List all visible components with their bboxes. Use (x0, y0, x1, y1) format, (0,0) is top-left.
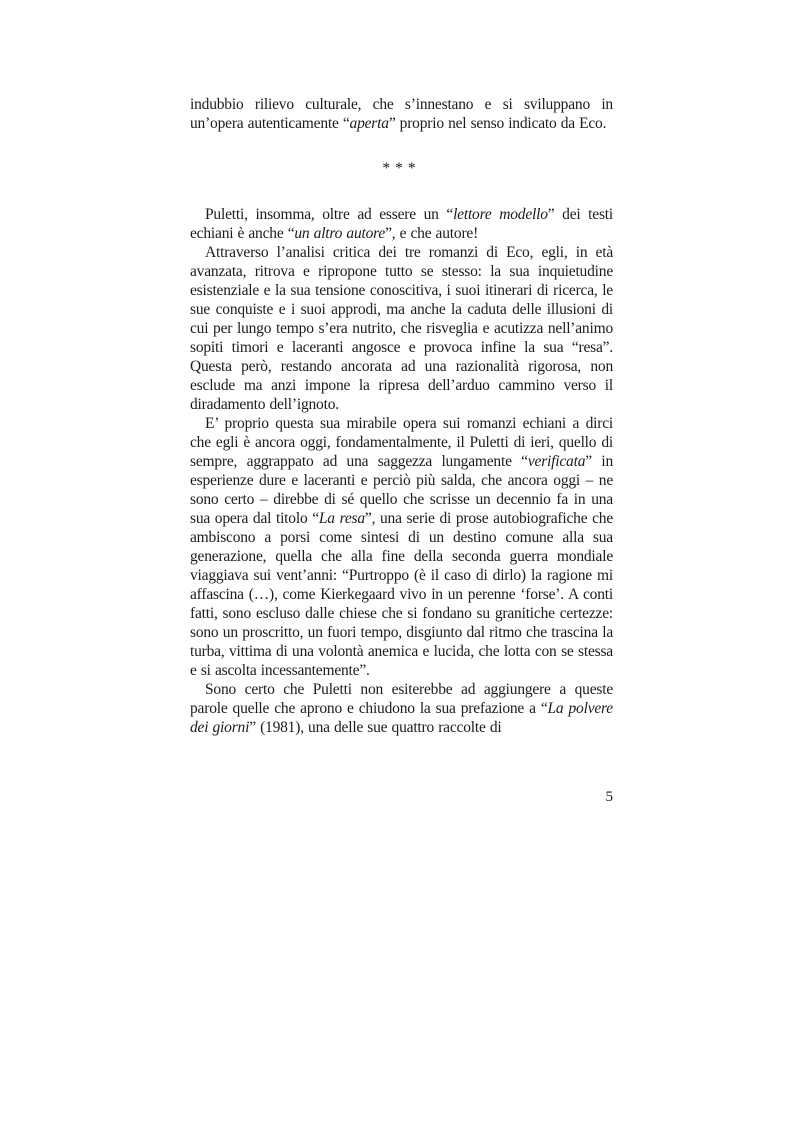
section-separator: *** (382, 160, 421, 177)
paragraph (190, 680, 613, 737)
body-text: Puletti, insomma, oltre ad essere un “ (205, 206, 454, 223)
italic-text: un altro autore (294, 225, 386, 242)
body-text: ”, una serie di prose autobiografiche che ambiscono a porsi come sintesi di un destino comune alla sua generazione, quella che alla fine della seconda guerra mondiale viaggiava sui vent’anni: “Purtroppo (è il caso di dirlo) la ragione mi affascina (…), come Kierkegaard vivo in un perenne ‘forse’. A conti fatti, sono escluso dalle chiese che si fondano su granitiche certezze: sono un proscritto, un fuori tempo, disgiunto dal ritmo che trascina la turba, vittima di una volontà anemica e lucida, che lotta con se stessa e si ascolta incessantemente”. (190, 510, 613, 679)
body-text: indubbio rilievo culturale, che s’innestano e si sviluppano in un’opera autenticamente “ (190, 96, 613, 132)
body-text: ” proprio nel senso indicato da Eco. (388, 115, 607, 132)
paragraph (190, 95, 613, 133)
italic-text: La polvere dei giorni (190, 700, 613, 736)
paragraph (190, 243, 613, 414)
paragraph (190, 414, 613, 680)
body-text: E’ proprio questa sua mirabile opera sui romanzi echiani a dirci che egli è ancora oggi, fondamentalmente, il Puletti di ieri, quello di sempre, aggrappato ad una saggezza lungamente “ (190, 415, 613, 470)
body-text: Sono certo che Puletti non esiterebbe ad aggiungere a queste parole quelle che aprono e chiudono la sua prefazione a “ (190, 681, 613, 717)
italic-text: verificata (527, 453, 586, 470)
page-number: 5 (605, 789, 613, 805)
italic-text: aperta (349, 115, 389, 132)
paragraph (190, 205, 613, 243)
italic-text: lettore modello (453, 206, 548, 223)
body-text: ”, e che autore! (385, 225, 479, 242)
italic-text: La resa (318, 510, 365, 527)
body-text: Attraverso l’analisi critica dei tre romanzi di Eco, egli, in età avanzata, ritrova e ripropone tutto se stesso: la sua inquietudine esistenziale e la sua tensione conoscitiva, i suoi itinerari di ricerca, le sue conquiste e i suoi approdi, ma anche la caduta delle illusioni di cui per lungo tempo s’era nutrito, che risveglia e acutizza nell’animo sopiti timori e laceranti angosce e provoca infine la sua “resa”. Questa però, restando ancorata ad una razionalità rigorosa, non esclude ma anzi impone la ripresa dell’arduo cammino verso il diradamento dell’ignoto. (190, 244, 613, 413)
body-text: ” (1981), una delle sue quattro raccolte di (249, 719, 502, 736)
body-text: ” dei testi echiani è anche “ (190, 206, 614, 242)
text-block (190, 95, 613, 737)
body-text: ” in esperienze dure e laceranti e perciò più salda, che ancora oggi – ne sono certo – direbbe di sé quello che scrisse un decennio fa in una sua opera dal titolo “ (190, 453, 614, 527)
